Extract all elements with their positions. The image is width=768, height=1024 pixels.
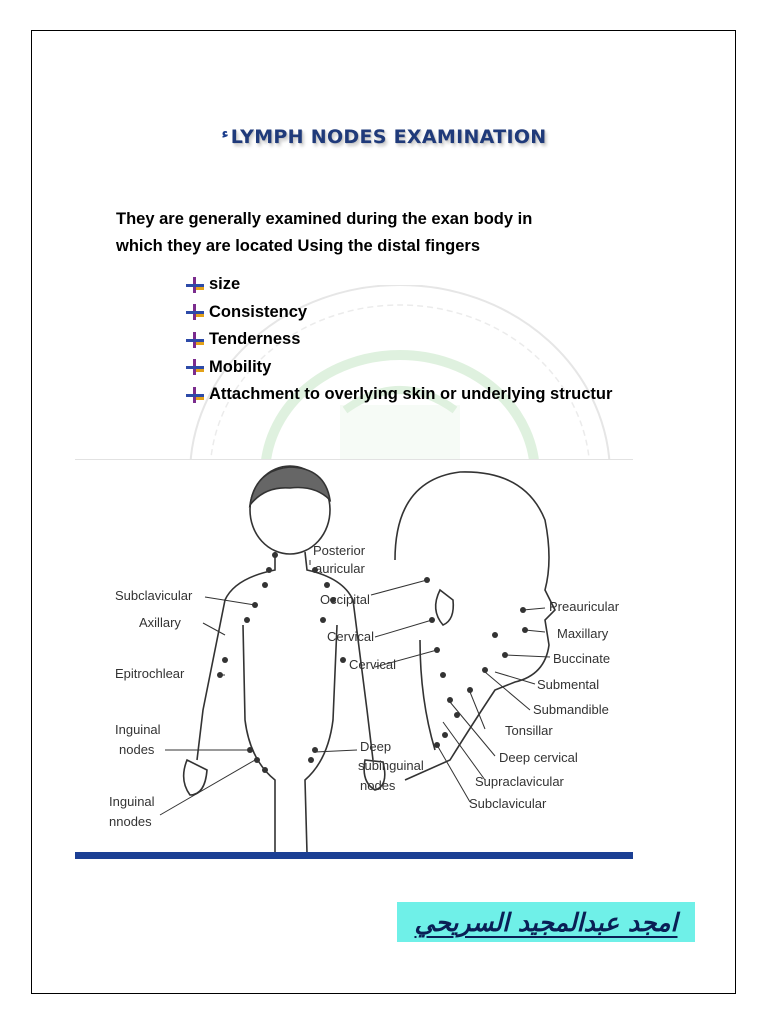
label-preauricular: Preauricular (549, 599, 620, 614)
label-cervical: Cervical (349, 657, 396, 672)
diagram-illustration (75, 460, 633, 853)
bullet-label: Tenderness (209, 330, 301, 348)
intro-line: They are generally examined during the exan body in (116, 210, 533, 228)
cross-bullet-icon (186, 304, 204, 320)
title-mark: ﺀ (221, 126, 229, 142)
list-item (186, 381, 612, 409)
label-occipital: Occipital (320, 592, 370, 607)
label-epitrochlear: Epitrochlear (115, 666, 185, 681)
label-posterior-auricular: Posterior (313, 543, 366, 558)
label-maxillary: Maxillary (557, 626, 609, 641)
label-inguinal-nodes: Inguinal (115, 722, 161, 737)
label-subclavicular-right: Subclavicular (469, 796, 547, 811)
label-posterior-auricular: auricular (315, 561, 365, 576)
exam-criteria-list (186, 271, 612, 409)
child-hair-shape (250, 467, 330, 505)
list-item (186, 326, 612, 354)
bullet-label: Consistency (209, 302, 308, 321)
lymph-node-diagram (75, 459, 633, 853)
label-buccinate: Buccinate (553, 651, 611, 666)
label-inguinal-nnodes: nnodes (109, 814, 152, 829)
adult-ear-shape (436, 590, 454, 625)
cross-bullet-icon (186, 332, 204, 348)
adult-neck-line (420, 640, 435, 750)
label-inguinal-nnodes: Inguinal (109, 794, 155, 809)
label-submandible: Submandible (533, 702, 609, 717)
label-deep-subinguinal: Deep (360, 739, 392, 754)
signature-text: امجد عبدالمجيد السريحي (414, 907, 678, 937)
author-signature (397, 902, 695, 942)
intro-paragraph (116, 206, 636, 260)
bullet-label: Mobility (209, 357, 272, 376)
cross-bullet-icon (186, 359, 204, 375)
label-tonsillar: Tonsillar (505, 723, 553, 738)
label-inguinal-nodes: nodes (119, 742, 155, 757)
cross-bullet-icon (186, 277, 204, 293)
title-text: LYMPH NODES EXAMINATION (230, 126, 547, 148)
label-subclavicular-left: Subclavicular (115, 588, 193, 603)
label-axillary: Axillary (139, 615, 181, 630)
list-item (186, 299, 612, 327)
list-item (186, 354, 612, 382)
label-deep-subinguinal: nodes (360, 778, 396, 793)
page-title (0, 126, 768, 148)
list-item (186, 271, 612, 299)
bullet-label: size (209, 275, 241, 293)
label-submental: Submental (537, 677, 600, 692)
intro-line: which they are located Using the distal fingers (116, 237, 480, 255)
label-cervical: Cervical (327, 629, 374, 644)
label-deep-cervical: Deep cervical (499, 750, 578, 765)
blue-divider (75, 852, 633, 859)
cross-bullet-icon (186, 387, 204, 403)
bullet-label: Attachment to overlying skin or underlying structur (209, 385, 613, 403)
label-supraclavicular: Supraclavicular (475, 774, 564, 789)
label-deep-subinguinal: subinguinal (358, 758, 424, 773)
